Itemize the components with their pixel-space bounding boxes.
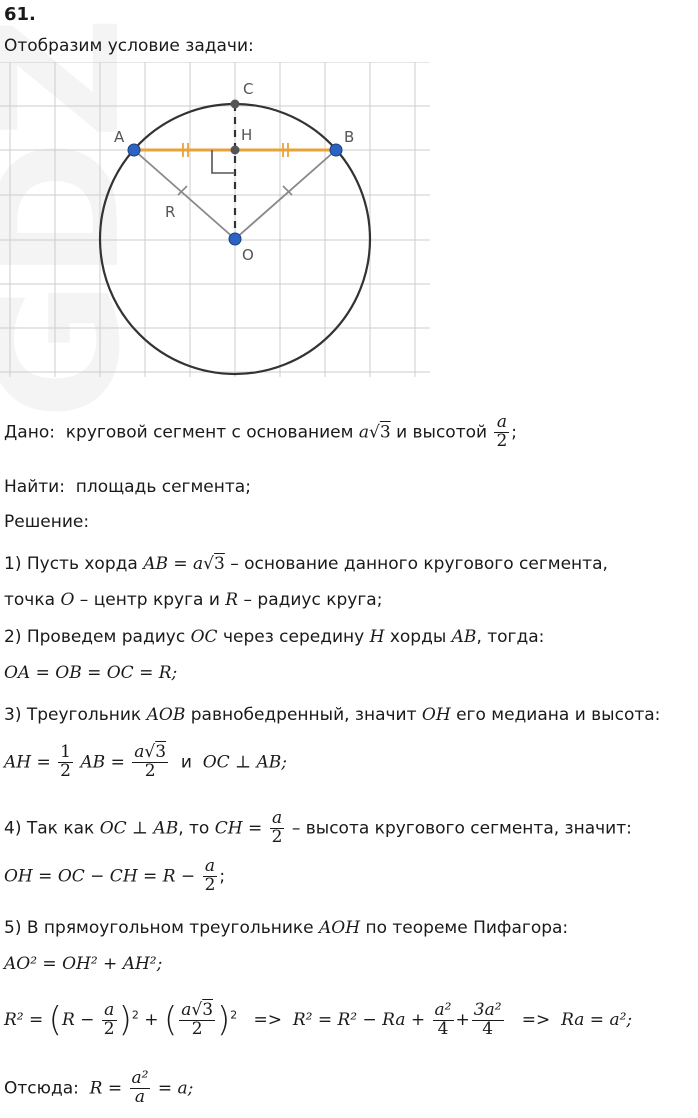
find-line	[4, 477, 251, 497]
step3-eq: AH = $\frac{1}{2}$ AB = $\frac{a√3}{2}$ и OC ⊥ AB;	[4, 742, 287, 781]
given-base-root: 3	[379, 422, 391, 443]
circle-figure	[0, 62, 430, 402]
given-text: круговой сегмент с основанием	[65, 422, 354, 443]
label-b: B	[344, 128, 355, 146]
step4-line1: 4) Так как OC ⊥ AB, то CH = $\frac{a}{2}$ – высота кругового сегмента, значит:	[4, 808, 632, 847]
step3-line1: 3) Треугольник AOB равнобедренный, значит OH его медиана и высота:	[4, 705, 661, 725]
conclusion-line: Отсюда: R = $\frac{\text{a²}}{a}$ = a;	[4, 1068, 194, 1107]
step5-eq2: R² = (R − $\frac{a}{2}$ )$^2$ + ( $\frac{a√3}{2}$ )$^2$ => R² = R² − Ra + $\frac{\text{a²}}{4}$ + $\frac{\text{3a²}}{4}$ => Ra = a²;	[4, 999, 633, 1040]
given-label: Дано:	[4, 422, 55, 443]
label-r: R	[165, 203, 176, 221]
point-a	[128, 144, 140, 156]
step5-eq1: AO² = OH² + AH²;	[4, 954, 163, 974]
point-c	[231, 100, 240, 109]
grid	[0, 62, 430, 377]
step4-eq: OH = OC − CH = R − $\frac{a}{2}$ ;	[4, 856, 226, 895]
solution-label: Решение:	[4, 512, 90, 532]
given-and-height: и высотой	[396, 422, 488, 443]
intro-text: Отобразим условие задачи:	[4, 36, 254, 56]
step1-line1: 1) Пусть хорда AB = a√3 – основание данного кругового сегмента,	[4, 554, 608, 574]
label-h: H	[241, 126, 253, 144]
point-b	[330, 144, 342, 156]
given-frac: $\frac{a}{2}$	[496, 412, 508, 451]
label-c: C	[243, 80, 254, 98]
step5-line1: 5) В прямоугольном треугольнике AOH по теореме Пифагора:	[4, 918, 569, 938]
find-text: площадь сегмента;	[75, 477, 251, 497]
step1-line2: точка O – центр круга и R – радиус круга;	[4, 590, 383, 610]
given-end: ;	[511, 422, 518, 443]
given-base-a: a	[358, 422, 369, 443]
given-line: Дано: круговой сегмент с основанием a√3 и высотой $\frac{a}{2}$ ;	[4, 412, 518, 451]
point-h	[231, 146, 240, 155]
right-angle-mark	[212, 150, 235, 173]
problem-number: 61.	[4, 4, 36, 25]
step2-eq: OA = OB = OC = R;	[4, 663, 178, 683]
step2-line1: 2) Проведем радиус OC через середину H хорды AB, тогда:	[4, 627, 545, 647]
label-a: A	[114, 128, 125, 146]
label-o: O	[242, 246, 254, 264]
find-label: Найти:	[4, 477, 65, 497]
point-o	[229, 233, 241, 245]
